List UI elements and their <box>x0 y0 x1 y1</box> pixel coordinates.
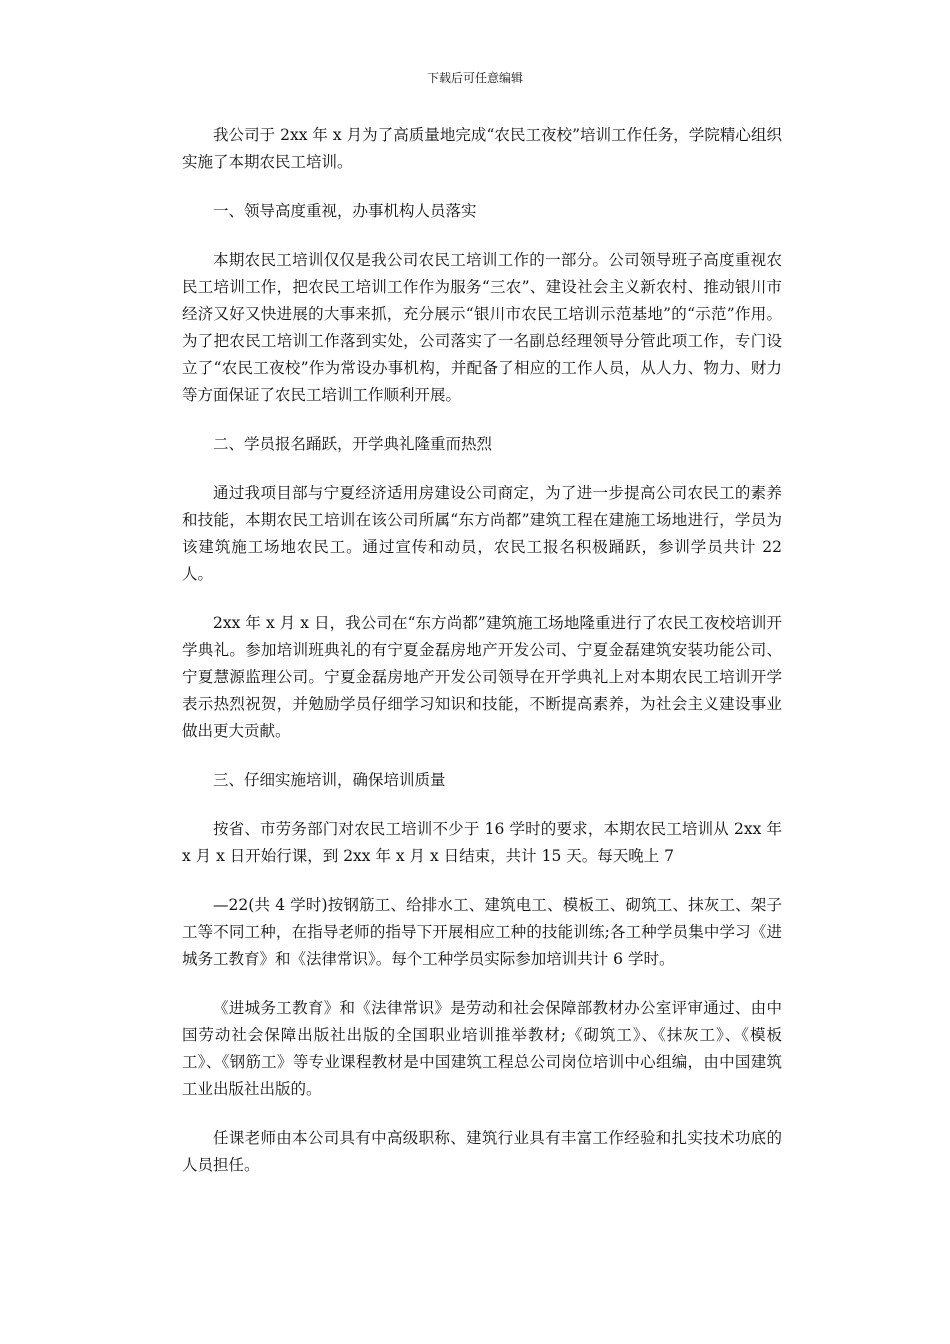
paragraph-leadership: 本期农民工培训仅仅是我公司农民工培训工作的一部分。公司领导班子高度重视农民工培训工作，把农民工培训工作作为服务“三农”、建设社会主义新农村、推动银川市经济又好又快进展的大事来抓，充分展示“银川市农民工培训示范基地”的“示范”作用。为了把农民工培训工作落到实处，公司落实了一名副总经理领导分管此项工作，专门设立了“农民工夜校”作为常设办事机构，并配备了相应的工作人员，从人力、物力、财力等方面保证了农民工培训工作顺利开展。 <box>182 251 782 404</box>
paragraph-ceremony: 2xx 年 x 月 x 日，我公司在“东方尚都”建筑施工场地隆重进行了农民工夜校培训开学典礼。参加培训班典礼的有宁夏金磊房地产开发公司、宁夏金磊建筑安装功能公司、宁夏慧源监理公司。宁夏金磊房地产开发公司领导在开学典礼上对本期农民工培训开学表示热烈祝贺，并勉励学员仔细学习知识和技能，不断提高素养，为社会主义建设事业做出更大贡献。 <box>182 614 782 740</box>
paragraph-enrollment: 通过我项目部与宁夏经济适用房建设公司商定，为了进一步提高公司农民工的素养和技能，本期农民工培训在该公司所属“东方尚都”建筑工程在建施工场地进行，学员为该建筑施工场地农民工。通过宣传和动员，农民工报名积极踊跃，参训学员共计 22 人。 <box>182 484 782 583</box>
section-heading-1: 一、领导高度重视，办事机构人员落实 <box>213 202 477 220</box>
paragraph-trades: —22(共 4 学时)按钢筋工、给排水工、建筑电工、模板工、砌筑工、抹灰工、架子工等不同工种，在指导老师的指导下开展相应工种的技能训练;各工种学员集中学习《进城务工教育》和《法律常识》。每个工种学员实际参加培训共计 6 学时。 <box>182 896 782 968</box>
paragraph-teachers: 任课老师由本公司具有中高级职称、建筑行业具有丰富工作经验和扎实技术功底的人员担任。 <box>182 1129 782 1174</box>
section-heading-3: 三、仔细实施培训，确保培训质量 <box>213 771 446 789</box>
section-heading-2: 二、学员报名踊跃，开学典礼隆重而热烈 <box>213 435 493 453</box>
page-header-note: 下载后可任意编辑 <box>426 71 523 85</box>
document-body <box>182 122 782 1201</box>
paragraph-textbooks: 《进城务工教育》和《法律常识》是劳动和社会保障部教材办公室评审通过、由中国劳动社会保障出版社出版的全国职业培训推举教材;《砌筑工》、《抹灰工》、《模板工》、《钢筋工》等专业课程教材是中国建筑工程总公司岗位培训中心组编，由中国建筑工业出版社出版的。 <box>182 999 782 1098</box>
intro-paragraph: 我公司于 2xx 年 x 月为了高质量地完成“农民工夜校”培训工作任务，学院精心组织实施了本期农民工培训。 <box>182 126 782 171</box>
paragraph-schedule: 按省、市劳务部门对农民工培训不少于 16 学时的要求，本期农民工培训从 2xx 年 x 月 x 日开始行课，到 2xx 年 x 月 x 日结束，共计 15 天。每天晚上 7 <box>182 820 782 865</box>
